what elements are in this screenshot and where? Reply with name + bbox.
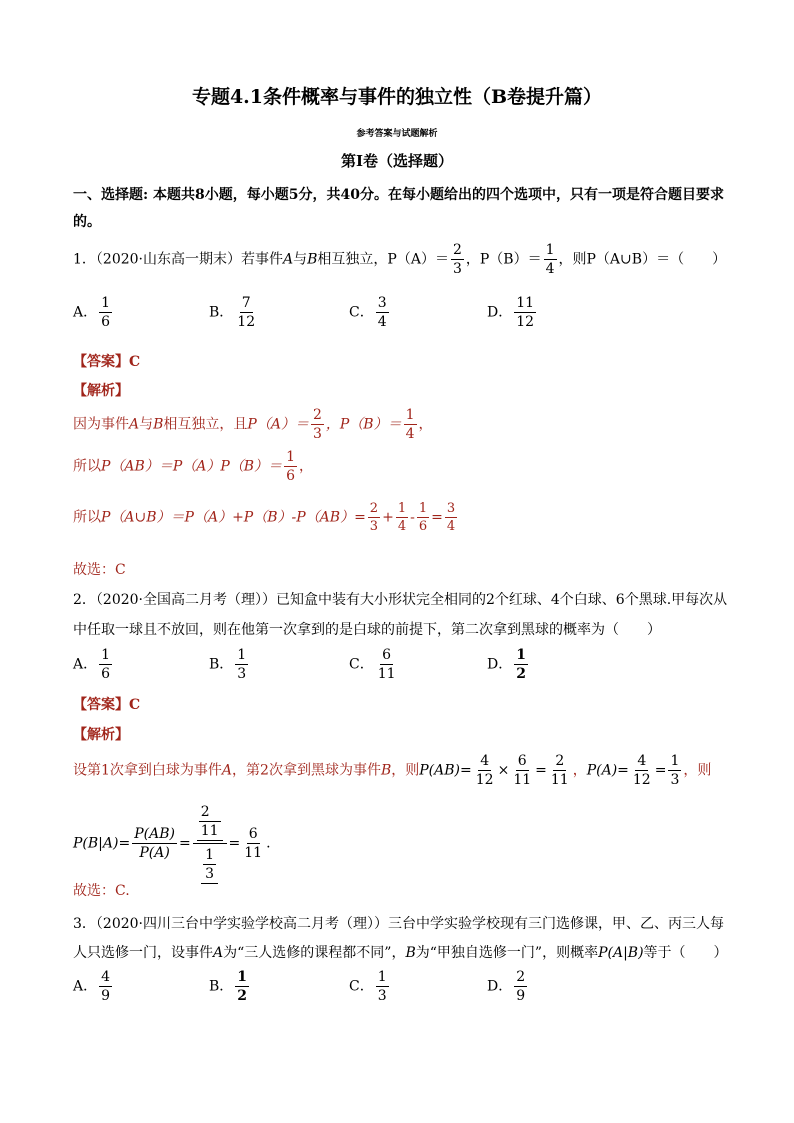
q1-frac-pa: $\frac{2}{3}$ <box>452 242 462 277</box>
q1-analysis-line1: 因为事件A与B相互独立，且P（A）＝ $\frac{2}{3}$ ，P（B）＝ $\frac{1}{4}$ ， <box>73 407 433 442</box>
q1-stem-mid2: 相互独立， <box>317 251 388 268</box>
q1-analysis-head: 【解析】 <box>73 383 129 399</box>
q1-option-d[interactable]: D． $\frac{11}{12}$ <box>487 295 535 330</box>
q1-pab: P（A∪B）＝ <box>586 251 671 268</box>
q1-pb: ，P（B）＝ <box>465 251 542 268</box>
question-3-stem-line2: 人只选修一门，设事件A为“三人选修的课程都不同”，B为“甲独自选修一门”，则概率P(A|B)等于（ ） <box>73 945 728 961</box>
q1-option-b[interactable]: B． $\frac{7}{12}$ <box>209 295 256 330</box>
q1-stem-pre: 1．（2020·山东高一期末）若事件 <box>73 251 283 268</box>
q3-option-c[interactable]: C． $\frac{1}{3}$ <box>349 969 387 1004</box>
q3-option-a[interactable]: A． $\frac{4}{9}$ <box>73 969 111 1004</box>
question-3-stem-line1: 3．（2020·四川三台中学实验学校高二月考（理））三台中学实验学校现有三门选修课，甲、乙、丙三人每 <box>73 916 724 932</box>
q2-option-a[interactable]: A． $\frac{1}{6}$ <box>73 647 111 682</box>
page-subtitle: 参考答案与试题解析 <box>356 129 438 139</box>
question-2-stem-line1: 2．（2020·全国高二月考（理））已知盒中装有大小形状完全相同的2个红球、4个白球、6个黑球.甲每次从 <box>73 592 728 608</box>
q1-option-a[interactable]: A． $\frac{1}{6}$ <box>73 295 111 330</box>
q1-var-a: A <box>283 251 294 268</box>
q2-option-c[interactable]: C． $\frac{6}{11}$ <box>349 647 396 682</box>
section-heading: 一、选择题: 本题共8小题，每小题5分，共40分。在每小题给出的四个选项中，只有一项是符合题目要求的。 <box>73 187 725 230</box>
q1-answer: 【答案】C <box>73 354 141 370</box>
q1-conclusion: 故选：C <box>73 562 126 578</box>
q2-compound-frac: 2 11 1 3 <box>193 803 227 884</box>
q2-answer: 【答案】C <box>73 697 141 713</box>
q2-option-b[interactable]: B． $\frac{1}{3}$ <box>209 647 247 682</box>
q2-analysis-line2: P(B|A)= $\frac{P(AB)}{P(A)}$ = 2 11 1 3 = $\frac{6}{11}$ . <box>73 804 271 882</box>
q1-analysis-line2: 所以P（AB）＝P（A）P（B）＝ $\frac{1}{6}$ ， <box>73 449 313 484</box>
q1-pa: P（A）＝ <box>387 251 449 268</box>
question-1-stem <box>73 243 726 276</box>
q2-option-d[interactable]: D． $\frac{1}{2}$ <box>487 647 526 682</box>
q1-var-b: B <box>307 251 318 268</box>
page-title: 专题4.1条件概率与事件的独立性（B卷提升篇） <box>191 86 603 108</box>
q3-option-d[interactable]: D． $\frac{2}{9}$ <box>487 969 526 1004</box>
q3-option-b[interactable]: B． $\frac{1}{2}$ <box>209 969 248 1004</box>
q2-analysis-line1: 设第1次拿到白球为事件A，第2次拿到黑球为事件B，则P(AB)= $\frac{4}{12}$ × $\frac{6}{11}$ = $\frac{2}{11}$ ，P(A)= $\frac{4}{12}$ = $\frac{1}{3}$ ，则 <box>73 753 712 788</box>
q1-stem-mid1: 与 <box>293 251 308 268</box>
volume-heading: 第Ⅰ卷（选择题） <box>340 152 454 170</box>
q2-conclusion: 故选：C. <box>73 883 130 899</box>
q1-paren: （ ） <box>670 251 727 268</box>
q1-frac-pb: $\frac{1}{4}$ <box>545 242 555 277</box>
q1-option-c[interactable]: C． $\frac{3}{4}$ <box>349 295 387 330</box>
q1-analysis-line3: 所以P（A∪B）＝P（A）+P（B）-P（AB）= $\frac{2}{3}$ + $\frac{1}{4}$ - $\frac{1}{6}$ = $\frac{3}{4}$ <box>73 501 456 534</box>
q2-analysis-head: 【解析】 <box>73 727 129 743</box>
q1-stem-end: ，则 <box>558 251 587 268</box>
question-2-stem-line2: 中任取一球且不放回，则在他第一次拿到的是白球的前提下，第二次拿到黑球的概率为（ ） <box>73 622 661 638</box>
